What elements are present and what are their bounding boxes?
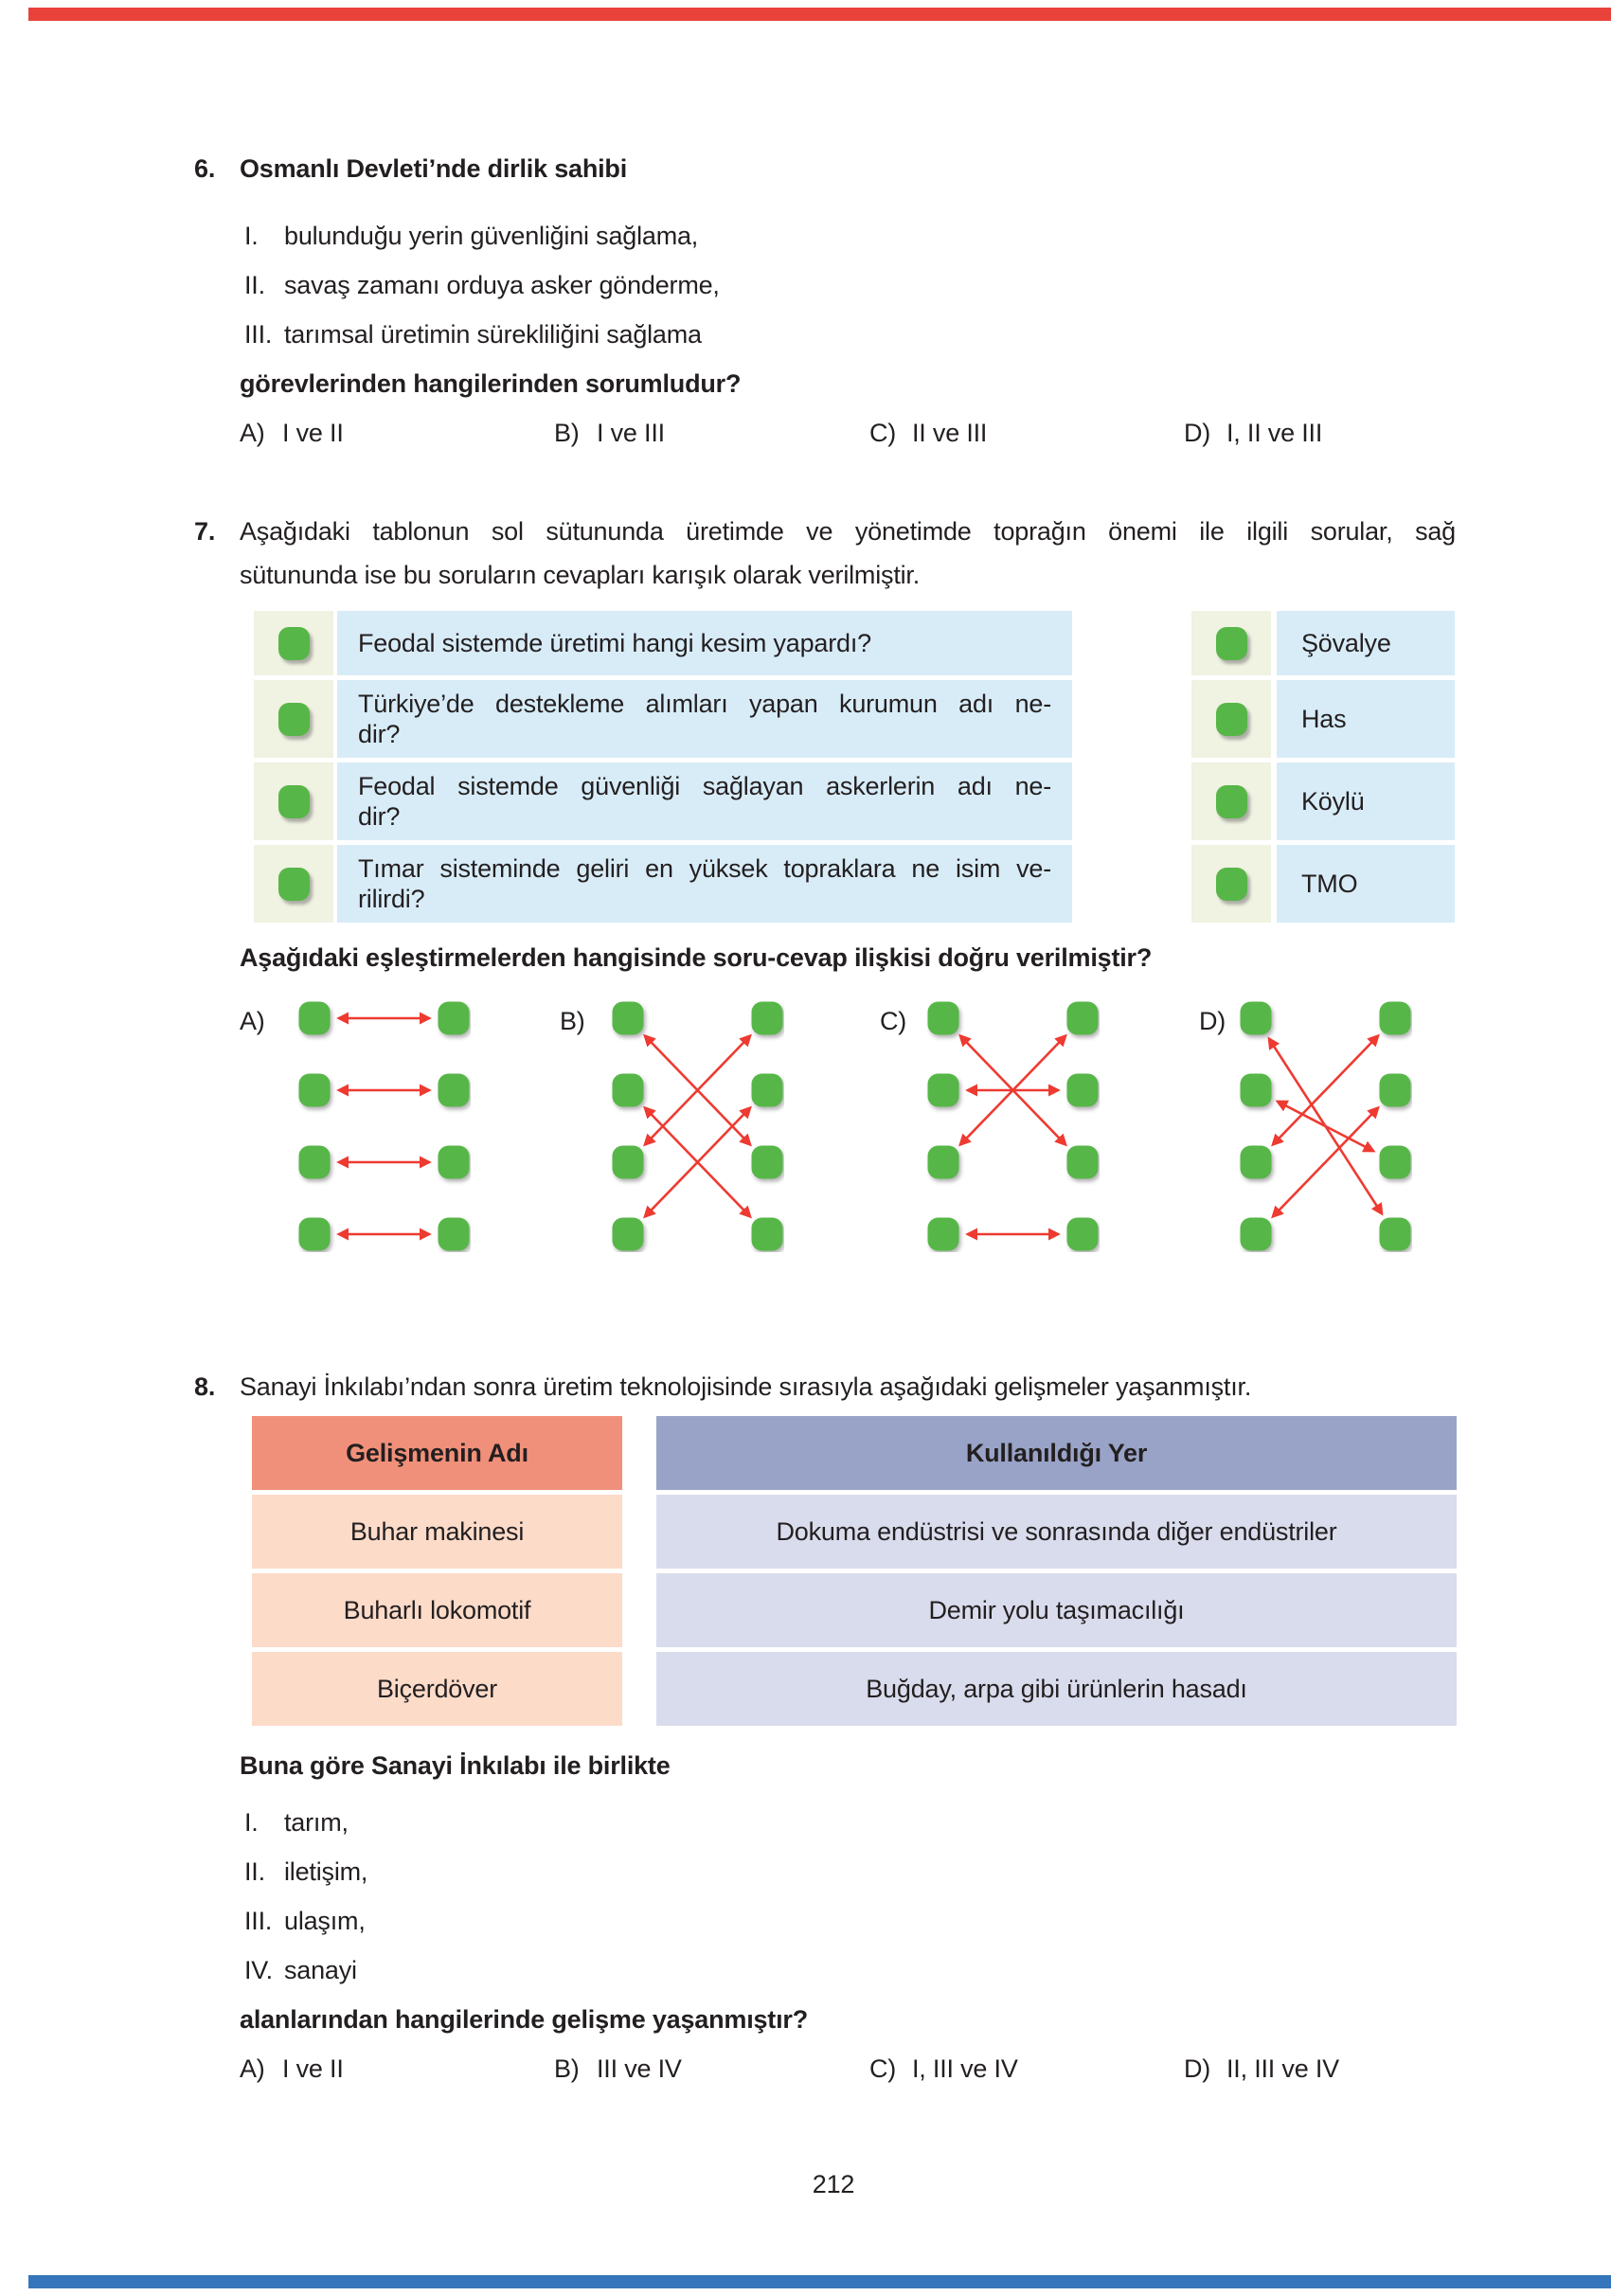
option-d (1184, 418, 1322, 448)
dot-cell (1191, 680, 1271, 758)
dot-cell (254, 762, 333, 840)
question-stem: görevlerinden hangilerinden sorumludur? (240, 369, 742, 398)
answer-cell: Şövalye (1277, 611, 1455, 675)
roman-label: II. (244, 1857, 265, 1886)
dot-cell (254, 611, 333, 675)
match-dot (928, 1074, 959, 1107)
option-text: II, III ve IV (1226, 2054, 1339, 2083)
match-dot (1380, 1218, 1411, 1251)
answer-cell: TMO (1277, 845, 1455, 923)
match-dot (1067, 1218, 1099, 1251)
question-number: 7. (194, 517, 216, 546)
question-line: Türkiye’de destekleme alımları yapan kurumun adı ne- (358, 689, 1051, 718)
bottom-accent-bar (28, 2275, 1611, 2288)
option-c (869, 2054, 1018, 2084)
roman-label: I. (244, 1808, 259, 1837)
table-cell: Demir yolu taşımacılığı (656, 1573, 1457, 1647)
option-b (554, 418, 665, 448)
match-dot (928, 1146, 959, 1179)
option-label-a: A) (240, 1007, 265, 1035)
question-line: rilirdi? (358, 885, 425, 913)
matching-diagram-c (926, 1000, 1100, 1252)
green-dot-icon (278, 627, 310, 660)
roman-label: III. (244, 320, 273, 349)
match-dot (1241, 1218, 1272, 1251)
match-dot (439, 1074, 470, 1107)
question-line: Feodal sistemde güvenliği sağlayan askerlerin adı ne- (358, 771, 1051, 800)
question-line: Feodal sistemde üretimi hangi kesim yapardı? (358, 628, 871, 657)
dot-cell (254, 845, 333, 923)
match-dot (613, 1074, 644, 1107)
question-number: 6. (194, 154, 216, 183)
question-stem: alanlarından hangilerinde gelişme yaşanmıştır? (240, 2005, 809, 2034)
table-cell: Biçerdöver (252, 1652, 622, 1726)
question-line: Tımar sisteminde geliri en yüksek topraklara ne isim ve- (358, 853, 1051, 883)
match-dot (299, 1074, 331, 1107)
match-dot (928, 1002, 959, 1035)
match-dot (752, 1218, 783, 1251)
match-dot (613, 1218, 644, 1251)
dot-cell (254, 680, 333, 758)
option-label: B) (554, 2054, 580, 2083)
option-label: C) (869, 2054, 897, 2083)
match-dot (1380, 1002, 1411, 1035)
green-dot-icon (278, 703, 310, 736)
option-text: I, II ve III (1226, 419, 1323, 447)
option-label-b: B) (560, 1007, 585, 1035)
roman-label: IV. (244, 1956, 273, 1984)
option-c (869, 418, 987, 448)
question-stem: Aşağıdaki eşleştirmelerden hangisinde soru-cevap ilişkisi doğru verilmiştir? (240, 943, 1153, 972)
match-dot (928, 1218, 959, 1251)
option-a (240, 2054, 344, 2084)
table-cell: Buğday, arpa gibi ürünlerin hasadı (656, 1652, 1457, 1726)
match-dot (439, 1146, 470, 1179)
question-number: 8. (194, 1372, 216, 1401)
match-dot (1067, 1002, 1099, 1035)
roman-label: I. (244, 222, 259, 250)
match-dot (439, 1002, 470, 1035)
matching-diagram-d (1239, 1000, 1412, 1252)
dot-cell (1191, 611, 1271, 675)
match-dot (1241, 1002, 1272, 1035)
table-header-left: Gelişmenin Adı (252, 1416, 622, 1490)
match-dot (1241, 1146, 1272, 1179)
option-text: I ve II (282, 419, 344, 447)
item-text: bulunduğu yerin güvenliğini sağlama, (284, 222, 699, 250)
dot-cell (1191, 845, 1271, 923)
option-text: I ve II (282, 2054, 344, 2083)
option-text: I, III ve IV (912, 2054, 1018, 2083)
match-table-row (254, 762, 1455, 840)
option-b (554, 2054, 682, 2084)
option-label: B) (554, 419, 580, 447)
item-text: tarım, (284, 1808, 349, 1837)
matching-diagram-b (611, 1000, 784, 1252)
match-dot (752, 1002, 783, 1035)
match-dot (299, 1002, 331, 1035)
match-dot (1380, 1074, 1411, 1107)
green-dot-icon (1216, 703, 1247, 736)
match-dot (1067, 1146, 1099, 1179)
answer-cell: Köylü (1277, 762, 1455, 840)
item-text: sanayi (284, 1956, 357, 1984)
roman-label: II. (244, 271, 265, 299)
top-accent-bar (28, 8, 1611, 21)
question-cell (337, 680, 1072, 758)
match-table-row (254, 845, 1455, 923)
table-cell: Dokuma endüstrisi ve sonrasında diğer endüstriler (656, 1495, 1457, 1569)
option-a (240, 418, 344, 448)
match-dot (439, 1218, 470, 1251)
match-dot (1241, 1074, 1272, 1107)
roman-label: III. (244, 1907, 273, 1935)
question-cell (337, 762, 1072, 840)
option-label: C) (869, 419, 897, 447)
question-title: Osmanlı Devleti’nde dirlik sahibi (240, 154, 628, 183)
option-label-c: C) (880, 1007, 907, 1035)
match-arrow (1279, 1102, 1372, 1150)
option-d (1184, 2054, 1339, 2084)
option-text: II ve III (912, 419, 988, 447)
option-label: A) (240, 2054, 265, 2083)
green-dot-icon (278, 868, 310, 901)
green-dot-icon (1216, 785, 1247, 818)
option-label: D) (1184, 419, 1211, 447)
option-label: D) (1184, 2054, 1211, 2083)
item-text: ulaşım, (284, 1907, 366, 1935)
option-text: I ve III (597, 419, 665, 447)
stem-intro: Buna göre Sanayi İnkılabı ile birlikte (240, 1751, 671, 1780)
page-number: 212 (812, 2170, 855, 2198)
intro-line: Aşağıdaki tablonun sol sütununda üretimde ve yönetimde toprağın önemi ile ilgili sorular, sağ (240, 517, 1456, 546)
item-text: tarımsal üretimin sürekliliğini sağlama (284, 320, 702, 349)
answer-cell: Has (1277, 680, 1455, 758)
match-dot (1380, 1146, 1411, 1179)
intro-line: Sanayi İnkılabı’ndan sonra üretim teknolojisinde sırasıyla aşağıdaki gelişmeler yaşanmıştır. (240, 1372, 1252, 1401)
intro-line: sütununda ise bu soruların cevapları karışık olarak verilmiştir. (240, 561, 921, 589)
table-header-right: Kullanıldığı Yer (656, 1416, 1457, 1490)
question-cell (337, 611, 1072, 675)
match-dot (1067, 1074, 1099, 1107)
dot-cell (1191, 762, 1271, 840)
match-dot (299, 1218, 331, 1251)
match-dot (752, 1146, 783, 1179)
table-cell: Buhar makinesi (252, 1495, 622, 1569)
question-cell (337, 845, 1072, 923)
green-dot-icon (278, 785, 310, 818)
match-dot (752, 1074, 783, 1107)
option-text: III ve IV (597, 2054, 682, 2083)
green-dot-icon (1216, 627, 1247, 660)
match-dot (613, 1146, 644, 1179)
match-table-row (254, 680, 1455, 758)
green-dot-icon (1216, 868, 1247, 901)
match-table-row (254, 611, 1455, 675)
matching-diagram-a (297, 1000, 471, 1252)
item-text: iletişim, (284, 1857, 368, 1886)
item-text: savaş zamanı orduya asker gönderme, (284, 271, 720, 299)
match-dot (613, 1002, 644, 1035)
match-dot (299, 1146, 331, 1179)
question-line: dir? (358, 802, 401, 831)
table-cell: Buharlı lokomotif (252, 1573, 622, 1647)
question-line: dir? (358, 720, 401, 748)
option-label: A) (240, 419, 265, 447)
option-label-d: D) (1199, 1007, 1226, 1035)
